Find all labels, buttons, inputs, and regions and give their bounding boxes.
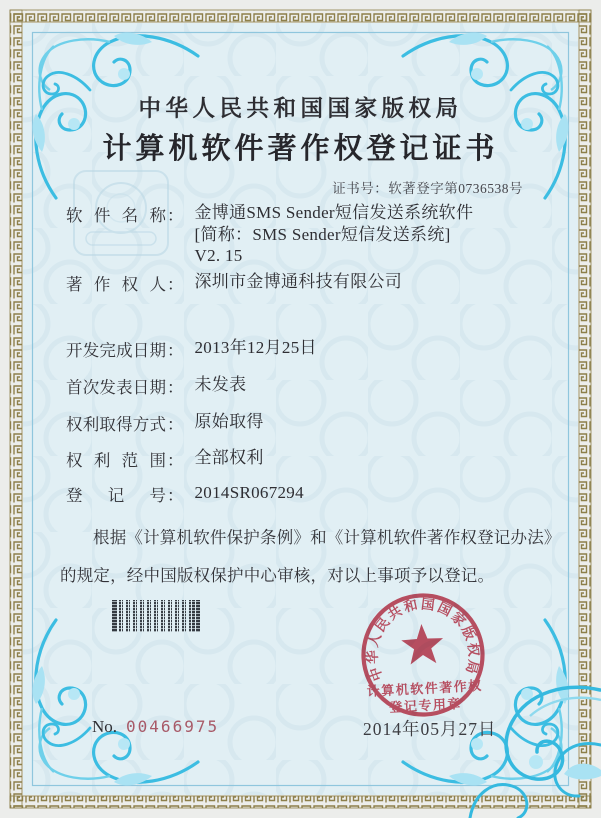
statement-paragraph: 根据《计算机软件保护条例》和《计算机软件著作权登记办法》的规定，经中国版权保护中心审核，对以上事项予以登记。 (60, 528, 553, 585)
certificate-number (332, 177, 523, 197)
field-value: 全部权利 (194, 448, 264, 467)
field-value: 未发表 (194, 375, 247, 394)
field-row-completion-date (66, 337, 317, 361)
field-label: 登记号 (66, 486, 166, 505)
field-value: 原始取得 (194, 412, 264, 431)
field-label: 软件名称 (66, 206, 166, 225)
field-row-rights-scope (66, 447, 264, 471)
field-colon: ： (167, 275, 184, 294)
issuer-title: 中华人民共和国国家版权局 (138, 96, 463, 121)
seal-ring-text: 中华人民共和国国家版权局 (364, 596, 482, 683)
serial-number-label: No. (92, 717, 118, 736)
field-value: 2014SR067294 (194, 483, 304, 502)
field-row-copyright-owner (66, 271, 402, 295)
certificate-number-label: 证书号： (332, 181, 389, 196)
field-label: 权利范围 (66, 451, 166, 470)
field-colon: ： (167, 486, 184, 505)
field-label: 开发完成日期 (66, 341, 166, 360)
field-label: 首次发表日期 (66, 378, 166, 397)
field-value: 2013年12月25日 (194, 338, 317, 357)
field-colon: ： (167, 415, 184, 434)
software-name-line3: V2. 15 (194, 246, 243, 265)
field-colon: ： (167, 341, 184, 360)
field-value: 深圳市金博通科技有限公司 (194, 272, 403, 291)
software-name-line2: [简称：SMS Sender短信发送系统] (194, 224, 451, 244)
field-label: 著作权人 (66, 275, 166, 294)
field-row-acquisition-method (66, 411, 264, 435)
field-label: 权利取得方式 (66, 415, 166, 434)
certificate-number-value: 软著登字第0736538号 (388, 181, 523, 196)
field-colon: ： (167, 206, 184, 225)
software-name-line1: 金博通SMS Sender短信发送系统软件 (194, 203, 474, 222)
copyright-office-seal-icon (338, 578, 518, 738)
certificate-title: 计算机软件著作权登记证书 (102, 133, 499, 165)
field-colon: ： (167, 378, 184, 397)
serial-number-row (92, 717, 219, 737)
serial-number-value: 00466975 (126, 717, 220, 736)
field-row-first-publication (66, 374, 246, 398)
seal-caption-line1: 计算机软件著作权 (366, 677, 484, 699)
field-row-software-name (66, 202, 473, 267)
red-star-icon (401, 623, 445, 665)
field-value (195, 202, 474, 267)
field-colon: ： (167, 451, 184, 470)
seal-caption-line2: 登记专用章 (389, 696, 463, 715)
seal-date: 2014年05月27日 (363, 719, 497, 739)
field-row-registration-number (66, 482, 304, 506)
barcode-2d-icon (112, 600, 200, 632)
